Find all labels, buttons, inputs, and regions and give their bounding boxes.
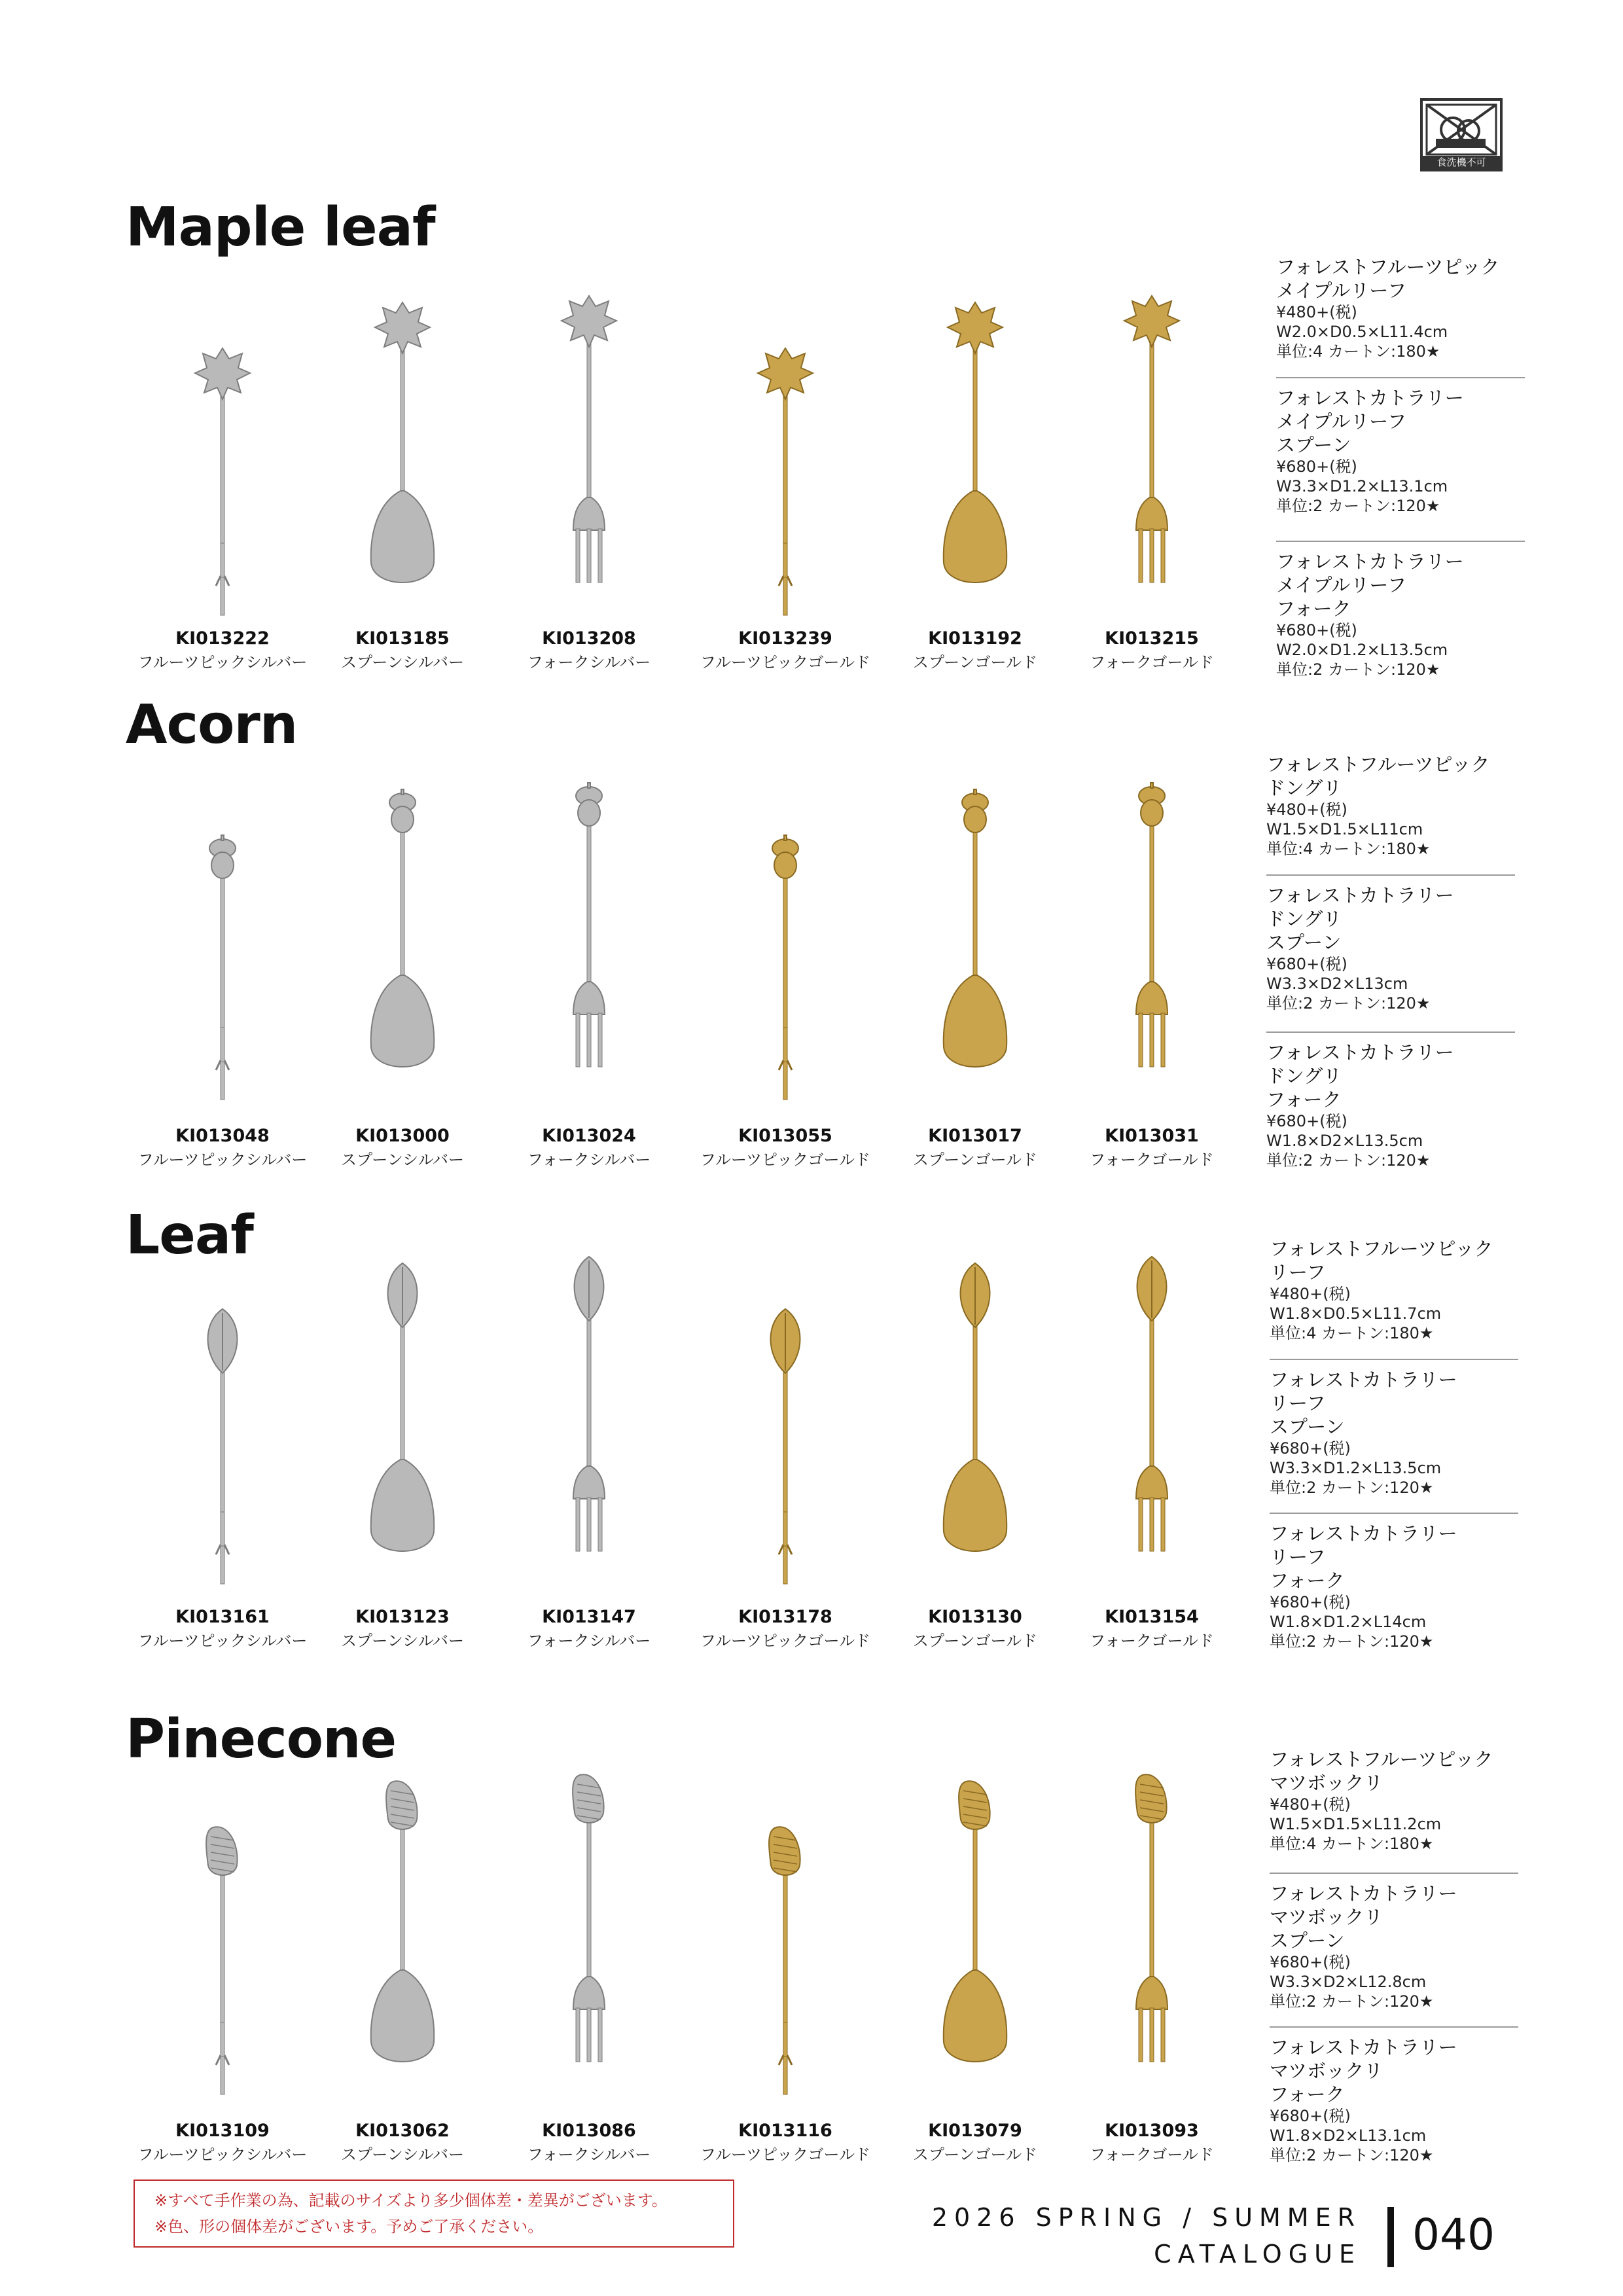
product-code: KI013062 xyxy=(355,2121,450,2141)
product-name: フルーツピックゴールド xyxy=(700,1632,871,1650)
product-name: フォークシルバー xyxy=(527,653,651,672)
spec-product-name-line: メイプルリーフ xyxy=(1276,279,1406,302)
spec-unit: 単位:2 カートン:120★ xyxy=(1270,2146,1434,2164)
spec-price: ¥680+(税) xyxy=(1270,2107,1351,2125)
product-pick-silver xyxy=(124,740,321,1080)
product-code: KI013161 xyxy=(175,1607,270,1627)
product-name: スプーンゴールド xyxy=(912,653,1038,672)
pinecone-fork-illustration xyxy=(491,1734,687,2075)
product-code: KI013192 xyxy=(928,628,1022,649)
spec-unit: 単位:4 カートン:180★ xyxy=(1270,1835,1434,1853)
product-pick-silver xyxy=(124,255,321,596)
spec-unit: 単位:2 カートン:120★ xyxy=(1276,497,1440,515)
product-code: KI013123 xyxy=(355,1607,450,1627)
spec-divider xyxy=(1276,377,1525,378)
product-fork-silver xyxy=(491,1734,687,2075)
spec-price: ¥680+(税) xyxy=(1270,1953,1351,1971)
section-title-leaf: Leaf xyxy=(126,1204,253,1266)
spec-size: W1.8×D2×L13.1cm xyxy=(1270,2126,1427,2145)
product-code: KI013147 xyxy=(542,1607,636,1627)
pinecone-fork-illustration xyxy=(1054,1734,1250,2075)
product-code: KI013222 xyxy=(175,628,270,649)
leaf-fork-illustration xyxy=(1054,1224,1250,1564)
product-code: KI013031 xyxy=(1105,1126,1199,1146)
disclaimer-box xyxy=(134,2179,734,2248)
product-code: KI013208 xyxy=(542,628,636,649)
spec-product-name-line: マツボックリ xyxy=(1270,1772,1383,1794)
spec-price: ¥480+(税) xyxy=(1270,1795,1351,1814)
product-name: スプーンシルバー xyxy=(341,1632,464,1650)
product-code: KI013116 xyxy=(738,2121,832,2141)
product-name: フルーツピックシルバー xyxy=(137,1151,308,1169)
spec-product-name-line: マツボックリ xyxy=(1270,1906,1383,1928)
product-spoon-silver xyxy=(304,255,501,596)
product-name: スプーンゴールド xyxy=(912,1151,1038,1169)
product-name: フルーツピックゴールド xyxy=(700,1151,871,1169)
product-name: フォークシルバー xyxy=(527,2145,651,2164)
spec-divider xyxy=(1270,1513,1518,1514)
product-code: KI013079 xyxy=(928,2121,1022,2141)
product-name: フルーツピックシルバー xyxy=(137,1632,308,1650)
product-code: KI013109 xyxy=(175,2121,270,2141)
spec-product-name-line: フォレストカトラリー xyxy=(1266,1041,1454,1064)
maple-fork-illustration xyxy=(491,255,687,596)
spec-price: ¥680+(税) xyxy=(1266,1112,1347,1130)
spec-divider xyxy=(1266,874,1515,876)
maple-spoon-illustration xyxy=(304,255,501,596)
product-name: フルーツピックゴールド xyxy=(700,653,871,672)
catalogue-label xyxy=(932,2199,1361,2272)
spec-block xyxy=(1270,1748,1518,1854)
dishwasher-badge-label: 食洗機不可 xyxy=(1436,156,1486,168)
product-fork-silver xyxy=(491,1224,687,1564)
spec-size: W3.3×D1.2×L13.5cm xyxy=(1270,1459,1442,1477)
spec-product-name-line: リーフ xyxy=(1270,1546,1326,1568)
product-name: スプーンシルバー xyxy=(341,2145,464,2164)
spec-product-name-line: フォーク xyxy=(1266,1088,1342,1111)
product-name: フォークシルバー xyxy=(527,1151,651,1169)
product-code: KI013055 xyxy=(738,1126,832,1146)
spec-price: ¥480+(税) xyxy=(1270,1285,1351,1303)
product-code: KI013154 xyxy=(1105,1607,1199,1627)
spec-product-name-line: ドングリ xyxy=(1266,1065,1342,1087)
product-code: KI013024 xyxy=(542,1126,636,1146)
leaf-pick-illustration xyxy=(687,1224,883,1564)
section-title-maple-leaf: Maple leaf xyxy=(126,196,435,259)
product-code: KI013178 xyxy=(738,1607,832,1627)
spec-size: W1.8×D0.5×L11.7cm xyxy=(1270,1304,1442,1323)
product-code: KI013215 xyxy=(1105,628,1199,649)
product-spoon-gold xyxy=(877,740,1073,1080)
acorn-spoon-illustration xyxy=(304,740,501,1080)
maple-spoon-illustration xyxy=(877,255,1073,596)
product-code: KI013185 xyxy=(355,628,450,649)
spec-block xyxy=(1266,753,1515,859)
product-name: フォークゴールド xyxy=(1090,2145,1214,2164)
spec-price: ¥480+(税) xyxy=(1266,800,1347,819)
product-code: KI013086 xyxy=(542,2121,636,2141)
product-code: KI013048 xyxy=(175,1126,270,1146)
acorn-pick-illustration xyxy=(124,740,321,1080)
maple-pick-illustration xyxy=(687,255,883,596)
spec-size: W2.0×D0.5×L11.4cm xyxy=(1276,323,1448,341)
product-name: フォークゴールド xyxy=(1090,1632,1214,1650)
spec-divider xyxy=(1270,1359,1518,1360)
spec-price: ¥480+(税) xyxy=(1276,303,1357,321)
spec-price: ¥680+(税) xyxy=(1276,621,1357,639)
product-spoon-silver xyxy=(304,1224,501,1564)
section-title-acorn: Acorn xyxy=(126,694,298,756)
product-pick-silver xyxy=(124,1224,321,1564)
spec-unit: 単位:2 カートン:120★ xyxy=(1270,1992,1434,2011)
spec-divider xyxy=(1276,541,1525,542)
product-code: KI013000 xyxy=(355,1126,450,1146)
product-name: フルーツピックゴールド xyxy=(700,2145,871,2164)
spec-size: W1.8×D1.2×L14cm xyxy=(1270,1613,1427,1631)
product-code: KI013239 xyxy=(738,628,832,649)
product-spoon-silver xyxy=(304,1734,501,2075)
spec-size: W1.8×D2×L13.5cm xyxy=(1266,1132,1423,1150)
spec-product-name-line: ドングリ xyxy=(1266,777,1342,799)
spec-product-name-line: フォレストカトラリー xyxy=(1270,1369,1457,1391)
product-name: スプーンシルバー xyxy=(341,653,464,672)
maple-fork-illustration xyxy=(1054,255,1250,596)
pinecone-pick-illustration xyxy=(124,1734,321,2075)
spec-price: ¥680+(税) xyxy=(1266,955,1347,973)
product-spoon-gold xyxy=(877,1224,1073,1564)
product-pick-gold xyxy=(687,255,883,596)
spec-unit: 単位:2 カートン:120★ xyxy=(1266,994,1431,1013)
spec-product-name-line: メイプルリーフ xyxy=(1276,574,1406,596)
spec-product-name-line: フォレストフルーツピック xyxy=(1270,1238,1493,1260)
spec-product-name-line: メイプルリーフ xyxy=(1276,410,1406,433)
spec-unit: 単位:2 カートン:120★ xyxy=(1276,660,1440,679)
product-fork-silver xyxy=(491,740,687,1080)
spec-price: ¥680+(税) xyxy=(1270,1593,1351,1611)
spec-product-name-line: フォレストカトラリー xyxy=(1270,1882,1457,1905)
acorn-fork-illustration xyxy=(491,740,687,1080)
spec-block xyxy=(1266,1041,1515,1170)
product-name: スプーンゴールド xyxy=(912,2145,1038,2164)
spec-product-name-line: マツボックリ xyxy=(1270,2060,1383,2082)
spec-block xyxy=(1270,1368,1518,1498)
spec-divider xyxy=(1266,1031,1515,1033)
product-fork-gold xyxy=(1054,255,1250,596)
product-fork-gold xyxy=(1054,740,1250,1080)
spec-block xyxy=(1276,255,1525,361)
spec-product-name-line: フォーク xyxy=(1276,598,1351,620)
product-pick-gold xyxy=(687,1734,883,2075)
spec-block xyxy=(1270,1882,1518,2011)
section-title-pinecone: Pinecone xyxy=(126,1708,397,1770)
spec-product-name-line: フォレストカトラリー xyxy=(1266,884,1454,906)
spec-unit: 単位:2 カートン:120★ xyxy=(1270,1632,1434,1651)
spec-product-name-line: リーフ xyxy=(1270,1392,1326,1414)
spec-product-name-line: スプーン xyxy=(1270,1929,1345,1952)
product-spoon-gold xyxy=(877,255,1073,596)
spec-price: ¥680+(税) xyxy=(1270,1439,1351,1458)
spec-divider xyxy=(1270,2026,1518,2028)
disclaimer-line-2: ※色、形の個体差がございます。予めご了承ください。 xyxy=(154,2217,544,2236)
spec-product-name-line: フォーク xyxy=(1270,1570,1345,1592)
spec-product-name-line: フォレストフルーツピック xyxy=(1266,753,1490,776)
spec-size: W3.3×D1.2×L13.1cm xyxy=(1276,477,1448,495)
product-pick-gold xyxy=(687,740,883,1080)
acorn-pick-illustration xyxy=(687,740,883,1080)
spec-unit: 単位:4 カートン:180★ xyxy=(1270,1324,1434,1342)
spec-block xyxy=(1270,2036,1518,2165)
product-fork-gold xyxy=(1054,1224,1250,1564)
spec-product-name-line: スプーン xyxy=(1276,434,1351,456)
leaf-spoon-illustration xyxy=(304,1224,501,1564)
product-name: フォークゴールド xyxy=(1090,1151,1214,1169)
spec-unit: 単位:2 カートン:120★ xyxy=(1270,1479,1434,1497)
spec-product-name-line: フォレストカトラリー xyxy=(1276,387,1464,409)
leaf-spoon-illustration xyxy=(877,1224,1073,1564)
spec-size: W1.5×D1.5×L11cm xyxy=(1266,820,1423,838)
spec-unit: 単位:4 カートン:180★ xyxy=(1276,342,1440,361)
spec-size: W3.3×D2×L12.8cm xyxy=(1270,1973,1427,1991)
spec-block xyxy=(1276,386,1525,516)
spec-product-name-line: フォレストフルーツピック xyxy=(1270,1748,1493,1770)
spec-size: W3.3×D2×L13cm xyxy=(1266,975,1408,993)
product-code: KI013017 xyxy=(928,1126,1022,1146)
product-spoon-gold xyxy=(877,1734,1073,2075)
pinecone-spoon-illustration xyxy=(304,1734,501,2075)
product-name: スプーンシルバー xyxy=(341,1151,464,1169)
disclaimer-line-1: ※すべて手作業の為、記載のサイズより多少個体差・差異がございます。 xyxy=(154,2191,668,2210)
product-fork-gold xyxy=(1054,1734,1250,2075)
spec-size: W2.0×D1.2×L13.5cm xyxy=(1276,641,1448,659)
product-code: KI013093 xyxy=(1105,2121,1199,2141)
product-fork-silver xyxy=(491,255,687,596)
spec-size: W1.5×D1.5×L11.2cm xyxy=(1270,1815,1442,1833)
spec-product-name-line: スプーン xyxy=(1270,1416,1345,1438)
spec-product-name-line: リーフ xyxy=(1270,1261,1326,1283)
product-name: フルーツピックシルバー xyxy=(137,2145,308,2164)
pinecone-pick-illustration xyxy=(687,1734,883,2075)
spec-product-name-line: フォレストカトラリー xyxy=(1270,2036,1457,2058)
spec-product-name-line: フォレストカトラリー xyxy=(1276,550,1464,573)
leaf-fork-illustration xyxy=(491,1224,687,1564)
product-pick-silver xyxy=(124,1734,321,2075)
spec-product-name-line: フォレストカトラリー xyxy=(1270,1522,1457,1545)
spec-block xyxy=(1276,550,1525,679)
acorn-fork-illustration xyxy=(1054,740,1250,1080)
spec-product-name-line: ドングリ xyxy=(1266,908,1342,930)
catalogue-season: 2026 SPRING / SUMMER xyxy=(931,2203,1361,2232)
page-number: 040 xyxy=(1412,2210,1495,2260)
spec-price: ¥680+(税) xyxy=(1276,457,1357,476)
product-spoon-silver xyxy=(304,740,501,1080)
acorn-spoon-illustration xyxy=(877,740,1073,1080)
footer-divider xyxy=(1387,2207,1394,2267)
spec-block xyxy=(1270,1522,1518,1651)
spec-product-name-line: フォレストフルーツピック xyxy=(1276,256,1500,278)
spec-divider xyxy=(1270,1873,1518,1874)
product-pick-gold xyxy=(687,1224,883,1564)
product-name: フォークシルバー xyxy=(527,1632,651,1650)
spec-unit: 単位:4 カートン:180★ xyxy=(1266,840,1431,858)
product-name: フルーツピックシルバー xyxy=(137,653,308,672)
pinecone-spoon-illustration xyxy=(877,1734,1073,2075)
spec-block xyxy=(1270,1237,1518,1343)
dishwasher-not-allowed-badge xyxy=(1420,98,1503,171)
leaf-pick-illustration xyxy=(124,1224,321,1564)
spec-product-name-line: フォーク xyxy=(1270,2083,1345,2106)
maple-pick-illustration xyxy=(124,255,321,596)
product-name: フォークゴールド xyxy=(1090,653,1214,672)
spec-product-name-line: スプーン xyxy=(1266,931,1342,954)
catalogue-word: CATALOGUE xyxy=(1154,2240,1361,2269)
product-code: KI013130 xyxy=(928,1607,1022,1627)
spec-block xyxy=(1266,884,1515,1013)
product-name: スプーンゴールド xyxy=(912,1632,1038,1650)
spec-unit: 単位:2 カートン:120★ xyxy=(1266,1151,1431,1170)
